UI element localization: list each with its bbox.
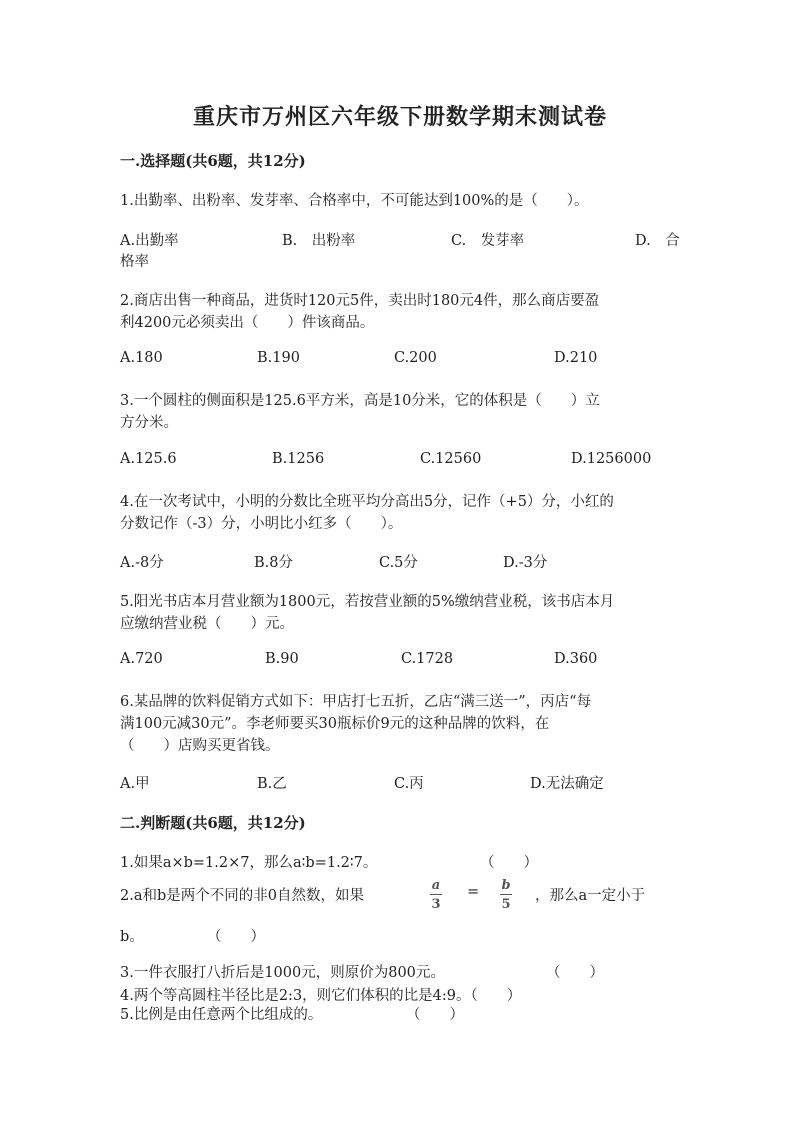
section-heading-choice: 一.选择题(共6题，共12分) [120,152,306,170]
question-2-option-d: D.210 [554,350,598,366]
judgement-5-answer-paren: （ ） [406,1007,464,1023]
question-2-option-a: A.180 [120,350,163,366]
question-1-line-1: 1.出勤率、出粉率、发芽率、合格率中，不可能达到100%的是（ ）。 [120,193,589,209]
judgement-2-text-after: ，那么a一定小于 [535,888,646,904]
judgement-2-text: 2.a和b是两个不同的非0自然数，如果 [120,888,364,904]
fraction-a-over-3 [430,879,442,911]
judgement-1-text: 1.如果a×b=1.2×7，那么a∶b=1.2∶7。 [120,855,378,871]
section-heading-judgement: 二.判断题(共6题，共12分) [120,814,306,832]
question-6-line-3: （ ）店购买更省钱。 [120,738,280,754]
question-2-line-2: 利4200元必须卖出（ ）件该商品。 [120,315,375,331]
question-5-option-a: A.720 [120,651,163,667]
question-3-option-d: D.1256000 [571,451,652,467]
question-2-option-c: C.200 [394,350,437,366]
page-title: 重庆市万州区六年级下册数学期末测试卷 [192,104,607,130]
question-6-option-c: C.丙 [394,776,424,792]
question-1-option-b: B. 出粉率 [282,233,356,249]
judgement-2-answer-paren: （ ） [207,929,265,945]
question-3-option-b: B.1256 [272,451,325,467]
question-2-option-b: B.190 [257,350,300,366]
question-4-option-c: C.5分 [379,555,418,571]
question-1-option-d: D. 合 [635,233,680,249]
question-4-option-d: D.-3分 [503,555,548,571]
question-6-line-1: 6.某品牌的饮料促销方式如下：甲店打七五折，乙店“满三送一”，丙店“每 [120,694,592,710]
equals-sign: = [467,884,480,900]
question-5-option-d: D.360 [554,651,598,667]
question-1-option-d-wrap: 格率 [120,254,149,270]
fraction-denominator: 5 [501,897,511,912]
question-3-option-c: C.12560 [420,451,482,467]
question-1-option-a: A.出勤率 [120,233,179,249]
fraction-b-over-5 [500,879,512,911]
question-4-option-a: A.-8分 [120,555,164,571]
judgement-5-text: 5.比例是由任意两个比组成的。 [120,1007,323,1023]
question-5-option-c: C.1728 [401,651,454,667]
question-6-line-2: 满100元减30元”。李老师要买30瓶标价9元的这种品牌的饮料，在 [120,716,550,732]
question-5-option-b: B.90 [265,651,299,667]
question-4-line-2: 分数记作（-3）分，小明比小红多（ ）。 [120,516,403,532]
fraction-numerator: b [501,878,511,893]
question-5-line-2: 应缴纳营业税（ ）元。 [120,616,294,632]
question-4-option-b: B.8分 [254,555,293,571]
judgement-4-text: 4.两个等高圆柱半径比是2:3，则它们体积的比是4:9。（ ） [120,988,522,1004]
judgement-3-text: 3.一件衣服打八折后是1000元，则原价为800元。 [120,965,445,981]
question-6-option-a: A.甲 [120,776,150,792]
question-6-option-d: D.无法确定 [530,776,604,792]
question-3-option-a: A.125.6 [120,451,177,467]
fraction-numerator: a [431,878,441,893]
fraction-denominator: 3 [431,897,441,912]
question-6-option-b: B.乙 [257,776,287,792]
judgement-1-answer-paren: （ ） [480,855,538,871]
question-2-line-1: 2.商店出售一种商品，进货时120元5件，卖出时180元4件，那么商店要盈 [120,293,600,309]
judgement-2-line-2: b。 [120,929,144,945]
question-3-line-2: 方分米。 [120,415,178,431]
question-3-line-1: 3.一个圆柱的侧面积是125.6平方米，高是10分米，它的体积是（ ）立 [120,393,600,409]
question-1-option-c: C. 发芽率 [451,233,525,249]
question-5-line-1: 5.阳光书店本月营业额为1800元，若按营业额的5%缴纳营业税，该书店本月 [120,594,615,610]
judgement-3-answer-paren: （ ） [546,965,604,981]
question-4-line-1: 4.在一次考试中，小明的分数比全班平均分高出5分，记作（+5）分，小红的 [120,494,614,510]
